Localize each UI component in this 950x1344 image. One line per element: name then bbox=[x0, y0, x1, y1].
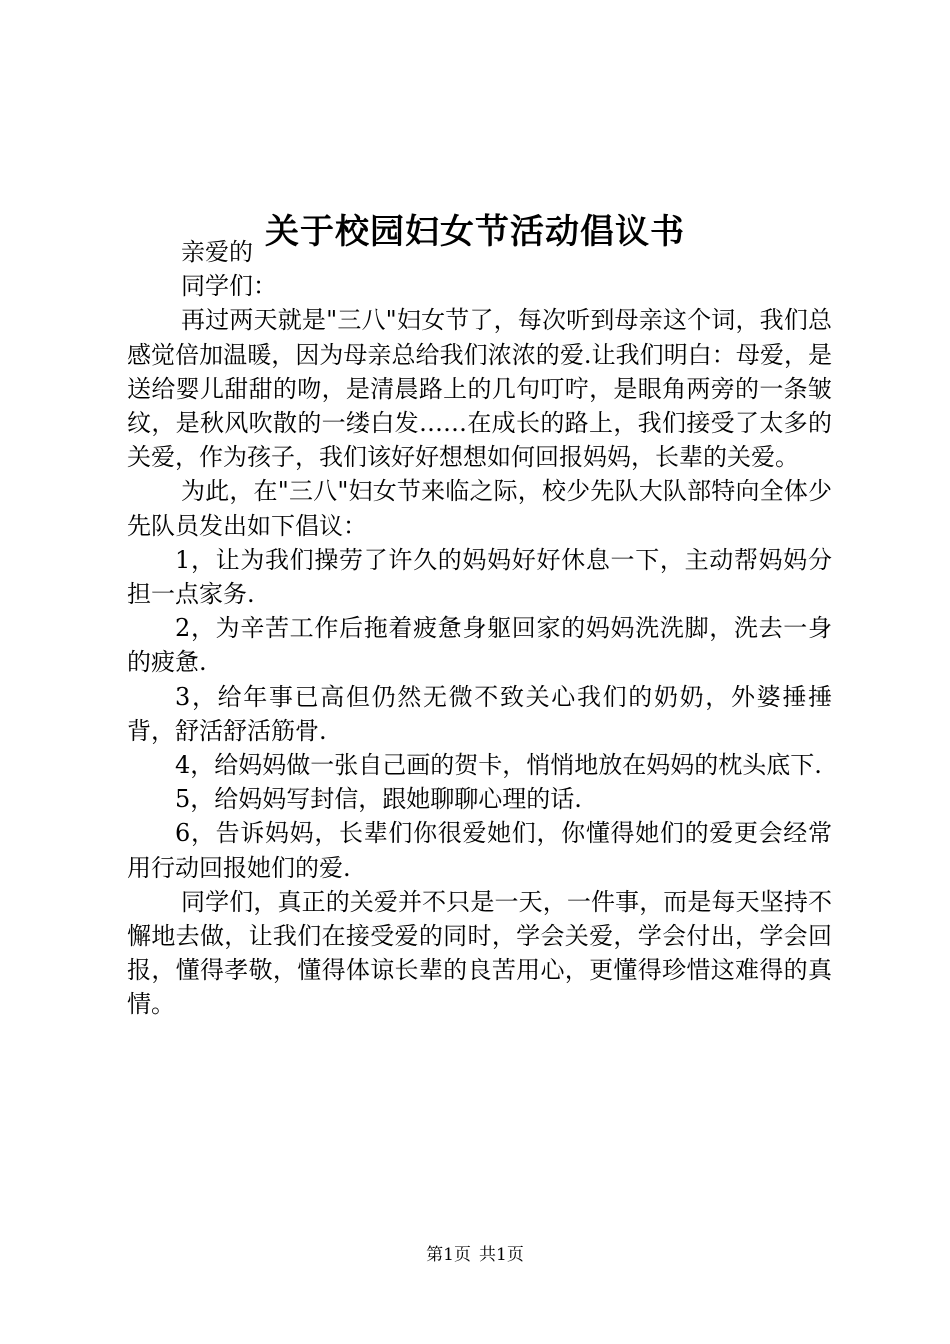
document-title: 关于校园妇女节活动倡议书 bbox=[265, 211, 685, 252]
paragraph-proposal-lead: 为此，在"三八"妇女节来临之际，校少先队大队部特向全体少先队员发出如下倡议： bbox=[127, 477, 832, 540]
proposal-item-6: 6，告诉妈妈，长辈们你很爱她们，你懂得她们的爱更会经常用行动回报她们的爱. bbox=[127, 819, 832, 882]
proposal-item-5: 5，给妈妈写封信，跟她聊聊心理的话. bbox=[175, 785, 582, 814]
proposal-item-1: 1，让为我们操劳了许久的妈妈好好休息一下，主动帮妈妈分担一点家务. bbox=[127, 545, 832, 609]
page-footer bbox=[0, 1240, 950, 1270]
paragraph-closing: 同学们，真正的关爱并不只是一天，一件事，而是每天坚持不懈地去做，让我们在接受爱的同时，学会关爱，学会付出，学会回报，懂得孝敬，懂得体谅长辈的良苦用心，更懂得珍惜这难得的真情。 bbox=[127, 887, 832, 1019]
page-total: 共1页 bbox=[479, 1245, 524, 1265]
page-number: 第1页 bbox=[426, 1245, 471, 1265]
proposal-item-3: 3，给年事已高但仍然无微不致关心我们的奶奶，外婆捶捶背，舒活舒活筋骨. bbox=[127, 682, 832, 745]
document-body bbox=[127, 235, 832, 1022]
salutation-line-2: 同学们： bbox=[181, 272, 277, 301]
proposal-item-2: 2，为辛苦工作后拖着疲惫身躯回家的妈妈洗洗脚，洗去一身的疲惫. bbox=[127, 614, 832, 677]
proposal-item-4: 4，给妈妈做一张自己画的贺卡，悄悄地放在妈妈的枕头底下. bbox=[175, 751, 822, 780]
paragraph-intro: 再过两天就是"三八"妇女节了，每次听到母亲这个词，我们总感觉倍加温暖，因为母亲总给我们浓浓的爱.让我们明白：母爱，是送给婴儿甜甜的吻，是清晨路上的几句叮咛，是眼角两旁的一条皱纹，是秋风吹散的一缕白发……在成长的路上，我们接受了太多的关爱，作为孩子，我们该好好想想如何回报妈妈，长辈的关爱。 bbox=[127, 306, 832, 472]
salutation-line-1: 亲爱的 bbox=[181, 238, 253, 266]
